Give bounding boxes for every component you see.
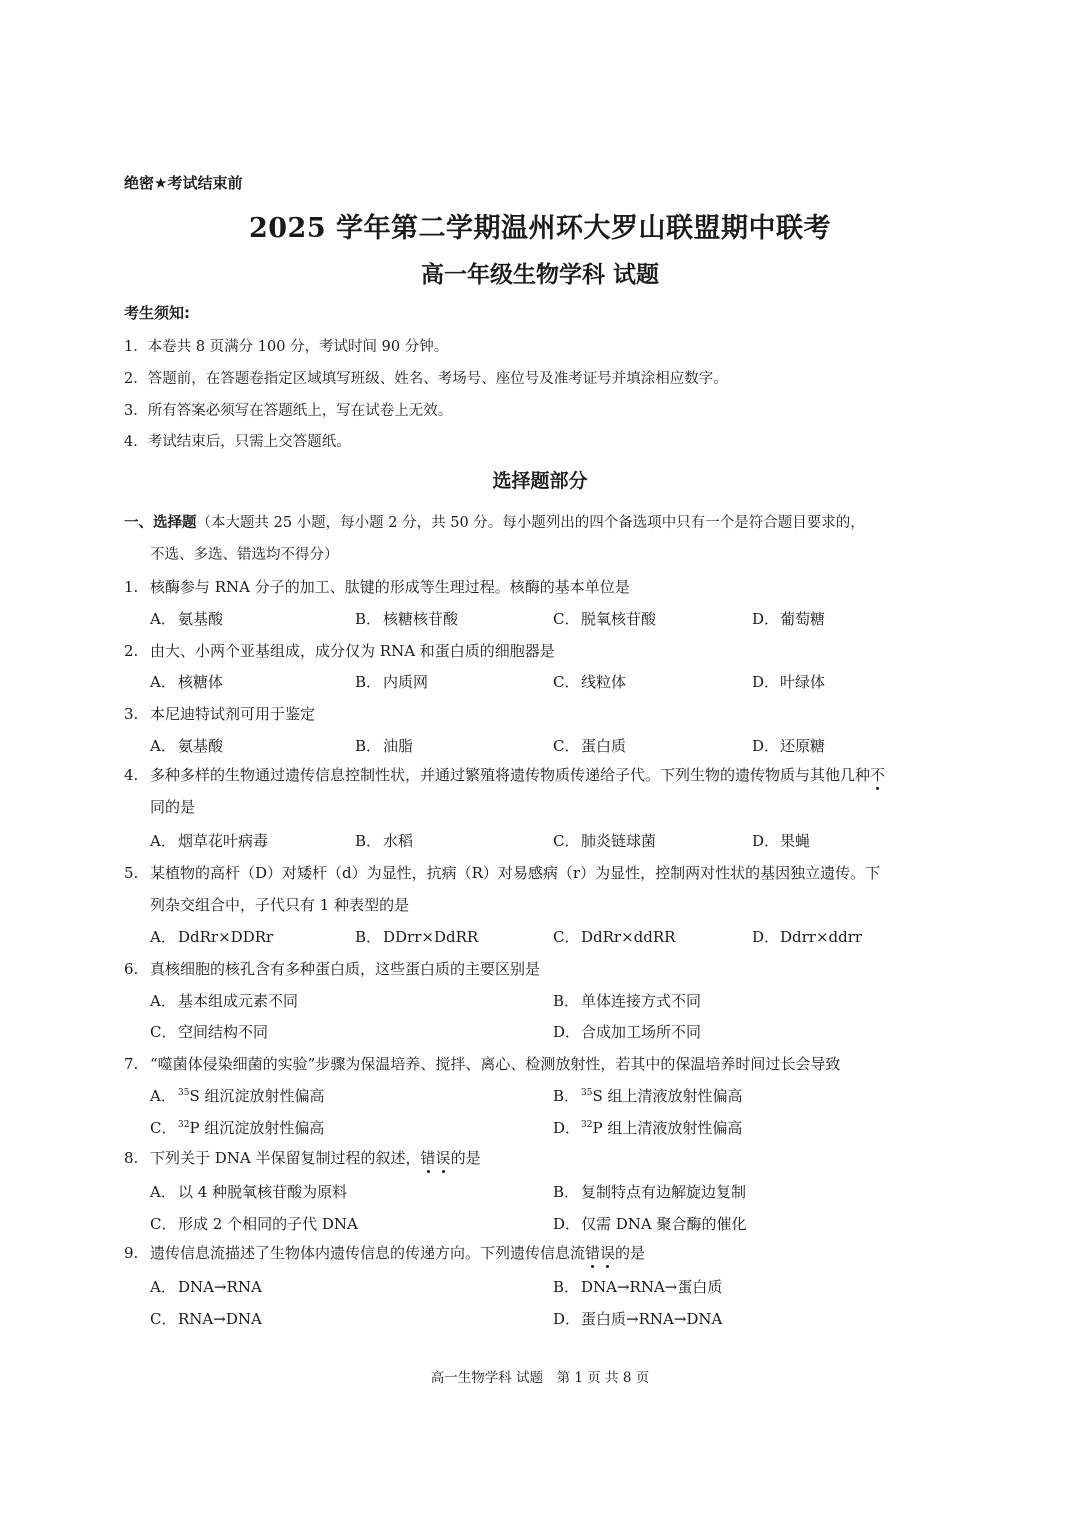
option-d [553, 1213, 747, 1234]
question-2 [124, 640, 555, 661]
notice-item: 4．考试结束后，只需上交答题纸。 [124, 434, 351, 450]
option-text: P 组沉淀放射性偏高 [189, 1119, 325, 1137]
option-text: 葡萄糖 [780, 610, 826, 628]
question-8 [124, 1147, 481, 1168]
option-text: 合成加工场所不同 [581, 1023, 702, 1041]
option-label: B． [553, 1087, 580, 1105]
exam-subtitle: 高一年级生物学科 试题 [420, 261, 659, 288]
option-d [752, 830, 810, 851]
option-label: B． [553, 1278, 580, 1296]
option-a [150, 926, 273, 947]
option-label: C． [150, 1119, 177, 1137]
option-c [553, 830, 656, 851]
part-instructions [124, 511, 964, 532]
option-a [150, 990, 298, 1011]
question-1 [124, 576, 630, 597]
option-label: C． [553, 737, 580, 755]
option-text: Ddrr×ddrr [780, 928, 863, 946]
question-stem: 本尼迪特试剂可用于鉴定 [150, 705, 316, 723]
option-b [553, 1085, 743, 1106]
option-c [150, 1021, 268, 1042]
question-number: 9. [124, 1244, 139, 1262]
question-number: 1. [124, 578, 139, 596]
option-label: A． [150, 1278, 176, 1296]
option-d [752, 735, 825, 756]
option-label: D． [752, 928, 780, 946]
isotope-mass: 32 [178, 1120, 190, 1130]
question-stem-end: 的是 [615, 1244, 646, 1262]
option-text: 形成 2 个相同的子代 DNA [178, 1215, 358, 1233]
option-label: C． [553, 928, 580, 946]
option-label: A． [150, 673, 176, 691]
option-label: C． [553, 610, 580, 628]
option-label: A． [150, 1087, 176, 1105]
option-label: B． [355, 673, 382, 691]
question-9 [124, 1242, 645, 1263]
option-label: B． [355, 832, 382, 850]
option-label: C． [150, 1215, 177, 1233]
question-number: 7. [124, 1055, 139, 1073]
emphasis-char: 误 [600, 1244, 616, 1262]
question-number: 6. [124, 960, 139, 978]
option-a [150, 1276, 262, 1297]
option-label: D． [752, 832, 780, 850]
notice-item: 1．本卷共 8 页满分 100 分，考试时间 90 分钟。 [124, 339, 449, 355]
exam-title: 2025 学年第二学期温州环大罗山联盟期中联考 [248, 213, 832, 244]
emphasis-char: 误 [435, 1149, 451, 1167]
isotope-mass: 35 [178, 1088, 190, 1098]
notice-item: 3．所有答案必须写在答题纸上，写在试卷上无效。 [124, 403, 453, 419]
isotope-mass: 32 [581, 1120, 593, 1130]
question-stem: 多种多样的生物通过遗传信息控制性状，并通过繁殖将遗传物质传递给子代。下列生物的遗传物质与其他几种 [150, 766, 871, 784]
option-label: D． [553, 1215, 581, 1233]
question-stem: 由大、小两个亚基组成，成分仅为 RNA 和蛋白质的细胞器是 [150, 642, 555, 660]
option-text: 空间结构不同 [178, 1023, 269, 1041]
emphasis-char: 错 [420, 1149, 436, 1167]
question-stem: 真核细胞的核孔含有多种蛋白质，这些蛋白质的主要区别是 [150, 960, 541, 978]
part-desc: （本大题共 25 小题，每小题 2 分，共 50 分。每小题列出的四个备选项中只有一个是符合题目要求的， [196, 515, 865, 531]
option-label: C． [150, 1023, 177, 1041]
question-5 [124, 862, 880, 883]
option-text: 肺炎链球菌 [581, 832, 657, 850]
option-a [150, 1181, 347, 1202]
option-text: 水稻 [383, 832, 414, 850]
question-number: 3. [124, 705, 139, 723]
option-text: DNA→RNA→蛋白质 [581, 1278, 723, 1296]
option-text: 单体连接方式不同 [581, 992, 702, 1010]
option-label: D． [752, 737, 780, 755]
question-number: 8. [124, 1149, 139, 1167]
question-4 [124, 764, 885, 785]
option-text: 基本组成元素不同 [178, 992, 299, 1010]
question-stem-continued: 同的是 [150, 798, 196, 816]
option-label: B． [355, 610, 382, 628]
option-d [752, 671, 825, 692]
option-b [355, 608, 458, 629]
emphasis-char: 错 [585, 1244, 601, 1262]
option-label: A． [150, 737, 176, 755]
option-d [752, 926, 862, 947]
option-c [150, 1213, 358, 1234]
option-text: P 组上清液放射性偏高 [592, 1119, 743, 1137]
option-d [553, 1117, 742, 1138]
option-text: RNA→DNA [178, 1310, 262, 1328]
option-a [150, 608, 223, 629]
option-d [752, 608, 825, 629]
option-text: 核糖体 [178, 673, 224, 691]
option-b [553, 990, 701, 1011]
question-3 [124, 703, 315, 724]
option-label: D． [553, 1119, 581, 1137]
option-label: A． [150, 928, 176, 946]
question-stem-continued: 列杂交组合中，子代只有 1 种表型的是 [150, 896, 410, 914]
option-c [553, 926, 675, 947]
option-label: D． [752, 673, 780, 691]
option-c [150, 1308, 262, 1329]
notice-heading: 考生须知: [124, 304, 190, 322]
isotope-mass: 35 [581, 1088, 593, 1098]
option-b [355, 671, 428, 692]
option-b [355, 830, 413, 851]
option-d [553, 1021, 701, 1042]
option-c [150, 1117, 324, 1138]
option-label: B． [355, 737, 382, 755]
question-number: 4. [124, 766, 139, 784]
option-text: 以 4 种脱氧核苷酸为原料 [178, 1183, 348, 1201]
section-title: 选择题部分 [492, 470, 588, 492]
question-stem: “噬菌体侵染细菌的实验”步骤为保温培养、搅拌、离心、检测放射性，若其中的保温培养时间过长会导致 [150, 1055, 841, 1073]
option-a [150, 671, 223, 692]
option-a [150, 1085, 325, 1106]
option-text: 氨基酸 [178, 610, 224, 628]
option-label: C． [553, 832, 580, 850]
option-text: 氨基酸 [178, 737, 224, 755]
question-stem: 某植物的高杆（D）对矮杆（d）为显性，抗病（R）对易感病（r）为显性，控制两对性状的基因独立遗传。下 [150, 864, 881, 882]
option-label: D． [752, 610, 780, 628]
option-text: 线粒体 [581, 673, 627, 691]
option-text: 核糖核苷酸 [383, 610, 459, 628]
option-b [355, 926, 478, 947]
option-text: 仅需 DNA 聚合酶的催化 [581, 1215, 747, 1233]
option-b [553, 1276, 722, 1297]
question-number: 2. [124, 642, 139, 660]
option-label: C． [553, 673, 580, 691]
confidential-mark: 绝密★考试结束前 [124, 174, 243, 192]
option-a [150, 830, 268, 851]
option-text: 复制特点有边解旋边复制 [581, 1183, 747, 1201]
option-d [553, 1308, 722, 1329]
option-text: 蛋白质→RNA→DNA [581, 1310, 723, 1328]
option-label: A． [150, 610, 176, 628]
option-label: B． [355, 928, 382, 946]
option-text: 油脂 [383, 737, 414, 755]
option-b [553, 1181, 746, 1202]
option-text: 叶绿体 [780, 673, 826, 691]
question-stem: 核酶参与 RNA 分子的加工、肽键的形成等生理过程。核酶的基本单位是 [150, 578, 630, 596]
option-text: DNA→RNA [178, 1278, 262, 1296]
option-b [355, 735, 413, 756]
question-6 [124, 958, 540, 979]
option-text: 果蝇 [780, 832, 811, 850]
option-label: B． [553, 992, 580, 1010]
option-text: DDrr×DdRR [383, 928, 479, 946]
option-text: DdRr×DDRr [178, 928, 274, 946]
option-text: 烟草花叶病毒 [178, 832, 269, 850]
part-desc-continued: 不选、多选、错选均不得分） [150, 547, 339, 563]
option-text: 蛋白质 [581, 737, 627, 755]
part-label: 一、选择题 [124, 515, 197, 531]
option-c [553, 735, 626, 756]
option-a [150, 735, 223, 756]
question-stem-end: 的是 [450, 1149, 481, 1167]
option-text: 内质网 [383, 673, 429, 691]
emphasis-char: 不 [870, 766, 886, 784]
question-stem: 下列关于 DNA 半保留复制过程的叙述， [150, 1149, 421, 1167]
option-text: S 组沉淀放射性偏高 [189, 1087, 325, 1105]
option-label: A． [150, 992, 176, 1010]
page-footer: 高一生物学科 试题 第 1 页 共 8 页 [430, 1370, 650, 1386]
option-text: DdRr×ddRR [581, 928, 676, 946]
option-c [553, 608, 656, 629]
question-stem: 遗传信息流描述了生物体内遗传信息的传递方向。下列遗传信息流 [150, 1244, 586, 1262]
option-label: D． [553, 1023, 581, 1041]
option-label: A． [150, 832, 176, 850]
notice-item: 2．答题前，在答题卷指定区域填写班级、姓名、考场号、座位号及准考证号并填涂相应数字。 [124, 371, 728, 387]
option-label: D． [553, 1310, 581, 1328]
option-label: A． [150, 1183, 176, 1201]
question-number: 5. [124, 864, 139, 882]
option-label: C． [150, 1310, 177, 1328]
option-text: 脱氧核苷酸 [581, 610, 657, 628]
option-text: S 组上清液放射性偏高 [592, 1087, 743, 1105]
option-label: B． [553, 1183, 580, 1201]
option-text: 还原糖 [780, 737, 826, 755]
option-c [553, 671, 626, 692]
question-7 [124, 1053, 840, 1074]
